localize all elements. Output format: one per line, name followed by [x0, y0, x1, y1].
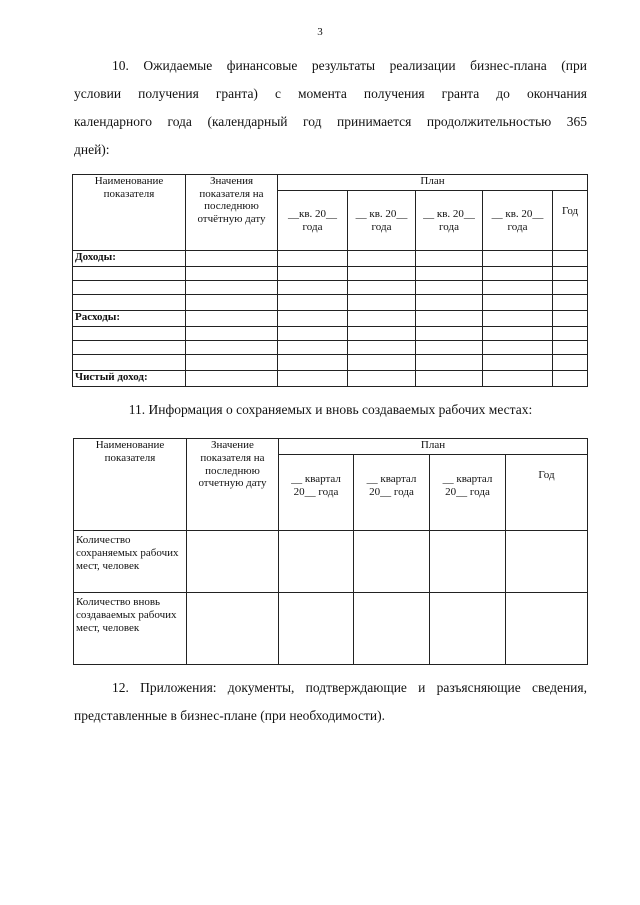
header-quarter-2: __ квартал 20__ года — [354, 455, 430, 531]
header-quarter-4: __ кв. 20__ года — [483, 191, 553, 251]
header-value: Значения показателя на последнюю отчётную дату — [186, 175, 278, 251]
table-cell — [483, 251, 553, 267]
table-cell — [348, 251, 416, 267]
table-row — [73, 327, 588, 341]
row-new-jobs-label: Количество вновь создаваемых рабочих мест, человек — [74, 593, 187, 665]
table-cell — [348, 371, 416, 387]
header-plan: План — [279, 439, 588, 455]
table-cell — [483, 371, 553, 387]
table-cell — [278, 371, 348, 387]
table-cell — [186, 251, 278, 267]
table-cell — [278, 311, 348, 327]
header-year: Год — [506, 455, 588, 531]
table-row — [73, 281, 588, 295]
section10-line-2: условии получения гранта) с момента получения гранта до окончания — [74, 86, 587, 101]
table-cell — [278, 251, 348, 267]
table-cell — [483, 311, 553, 327]
section12-line-2: представленные в бизнес-плане (при необходимости). — [74, 708, 385, 723]
section10-line-4: дней): — [74, 142, 110, 157]
header-year: Год — [553, 191, 588, 251]
table-cell — [430, 531, 506, 593]
table-cell — [187, 593, 279, 665]
header-quarter-1: __кв. 20__ года — [278, 191, 348, 251]
header-value: Значение показателя на последнюю отчетную дату — [187, 439, 279, 531]
table-row — [73, 355, 588, 371]
table-cell — [506, 531, 588, 593]
financial-results-table — [72, 174, 588, 387]
row-income-label: Доходы: — [73, 251, 186, 267]
header-quarter-3: __ кв. 20__ года — [416, 191, 483, 251]
header-name: Наименование показателя — [74, 439, 187, 531]
header-quarter-3: __ квартал 20__ года — [430, 455, 506, 531]
section10-line-1: 10. Ожидаемые финансовые результаты реализации бизнес-плана (при — [112, 58, 587, 73]
row-expenses-label: Расходы: — [73, 311, 186, 327]
table-cell — [348, 311, 416, 327]
page-number: 3 — [317, 26, 323, 38]
table-cell — [354, 531, 430, 593]
table-cell — [279, 531, 354, 593]
table-row — [73, 295, 588, 311]
table-cell — [279, 593, 354, 665]
table-cell — [354, 593, 430, 665]
table-cell — [186, 371, 278, 387]
table-row — [73, 267, 588, 281]
header-quarter-2: __ кв. 20__ года — [348, 191, 416, 251]
table-cell — [416, 311, 483, 327]
table-cell — [186, 311, 278, 327]
table-cell — [416, 251, 483, 267]
table-row — [73, 341, 588, 355]
section11-title: 11. Информация о сохраняемых и вновь создаваемых рабочих местах: — [128, 402, 533, 417]
table-cell — [553, 251, 588, 267]
table-cell — [506, 593, 588, 665]
section12-line-1: 12. Приложения: документы, подтверждающие и разъясняющие сведения, — [112, 680, 587, 695]
table-cell — [553, 311, 588, 327]
header-quarter-1: __ квартал 20__ года — [279, 455, 354, 531]
row-kept-jobs-label: Количество сохраняемых рабочих мест, человек — [74, 531, 187, 593]
table-cell — [416, 371, 483, 387]
section10-line-3: календарного года (календарный год принимается продолжительностью 365 — [74, 114, 587, 129]
table-cell — [187, 531, 279, 593]
workplaces-table — [73, 438, 588, 665]
table-cell — [553, 371, 588, 387]
header-plan: План — [278, 175, 588, 191]
row-net-income-label: Чистый доход: — [73, 371, 186, 387]
table-cell — [430, 593, 506, 665]
header-name: Наименование показателя — [73, 175, 186, 251]
